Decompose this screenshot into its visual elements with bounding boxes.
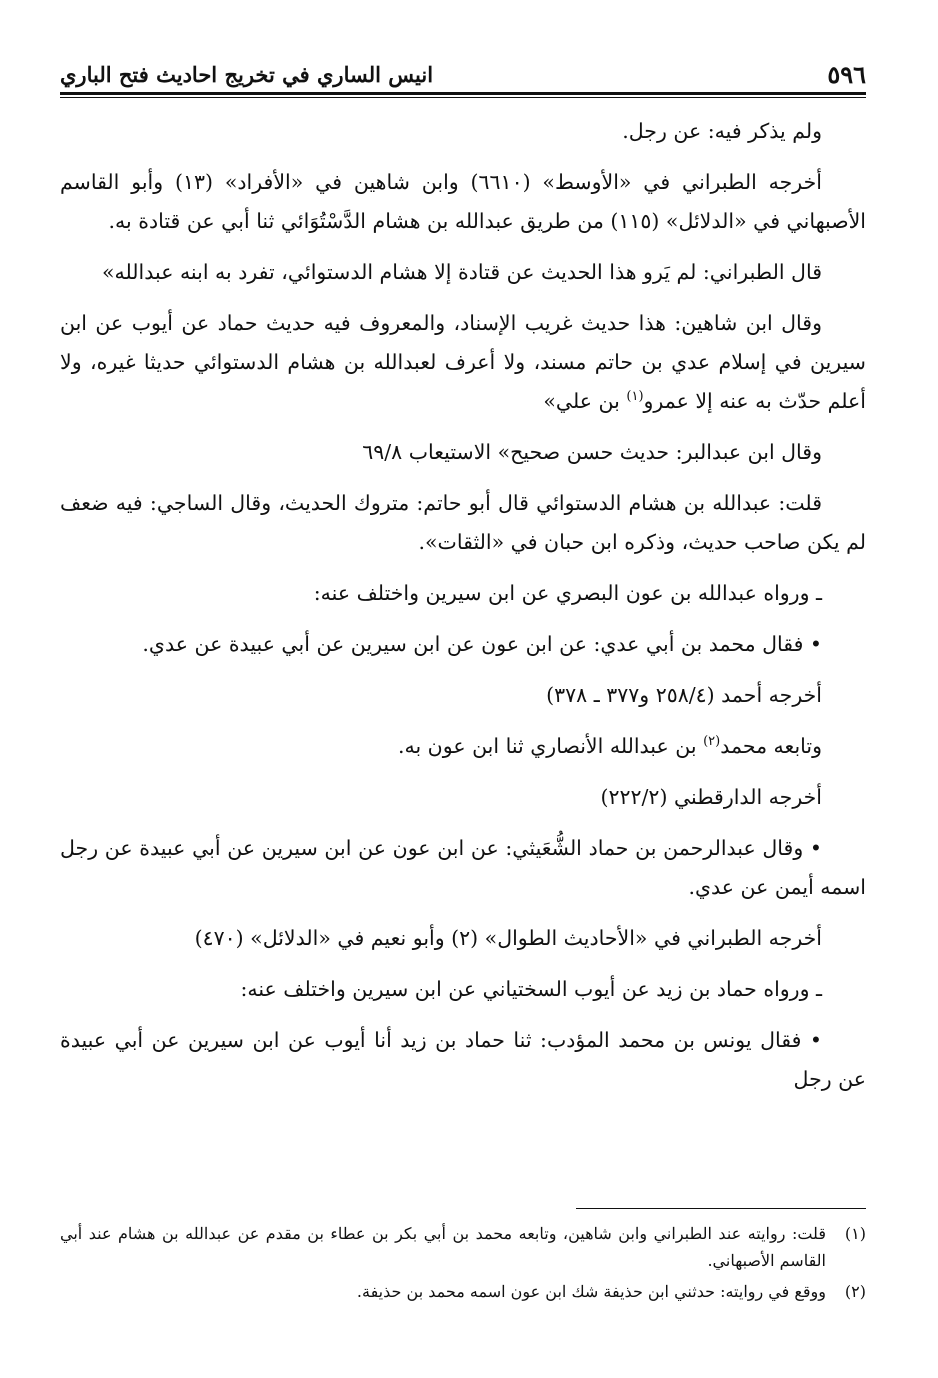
- footnote-separator: [576, 1208, 866, 1209]
- bullet-paragraph: • فقال يونس بن محمد المؤدب: ثنا حماد بن زيد أنا أيوب عن ابن سيرين عن أبي عبيدة عن رجل: [60, 1028, 866, 1091]
- running-title: انيس الساري في تخريج احاديث فتح الباري: [60, 61, 434, 87]
- page-header: [60, 58, 866, 90]
- body-text: [60, 112, 866, 1111]
- paragraph: ـ ورواه حماد بن زيد عن أيوب السختياني عن ابن سيرين واختلف عنه:: [240, 977, 822, 1001]
- paragraph: أخرجه أحمد (٢٥٨/٤ و٣٧٧ ـ ٣٧٨): [546, 683, 822, 707]
- footnote-number: (١): [844, 1224, 866, 1243]
- paragraph: قلت: عبدالله بن هشام الدستوائي قال أبو حاتم: متروك الحديث، وقال الساجي: فيه ضعف لم يكن صاحب حديث، وذكره ابن حبان في «الثقات».: [60, 491, 866, 554]
- bullet-paragraph: • وقال عبدالرحمن بن حماد الشُّعَيثي: عن ابن عون عن ابن سيرين عن أبي عبيدة عن رجل اسمه أيمن عن عدي.: [60, 836, 866, 899]
- paragraph: وقال ابن عبدالبر: حديث حسن صحيح» الاستيعاب ٦٩/٨: [362, 440, 822, 464]
- footnote-text: ووقع في روايته: حدثني ابن حذيفة شك ابن عون اسمه محمد بن حذيفة.: [356, 1282, 826, 1301]
- paragraph: [60, 304, 866, 421]
- bullet-paragraph: • فقال محمد بن أبي عدي: عن ابن عون عن ابن سيرين عن أبي عبيدة عن عدي.: [142, 632, 822, 656]
- footnote: [60, 1220, 866, 1274]
- paragraph: أخرجه الطبراني في «الأوسط» (٦٦١٠) وابن شاهين في «الأفراد» (١٣) وأبو القاسم الأصبهاني في «الدلائل» (١١٥) من طريق عبدالله بن هشام الدَّسْتُوَائي ثنا أبي عن قتادة به.: [60, 170, 866, 233]
- paragraph-text: بن عبدالله الأنصاري ثنا ابن عون به.: [397, 734, 704, 758]
- paragraph: قال الطبراني: لم يَرو هذا الحديث عن قتادة إلا هشام الدستوائي، تفرد به ابنه عبدالله»: [101, 260, 822, 284]
- header-rule: [60, 92, 866, 98]
- paragraph-text: بن علي»: [543, 389, 627, 413]
- paragraph: أخرجه الدارقطني (٢٢٢/٢): [600, 785, 822, 809]
- footnotes: [60, 1220, 866, 1309]
- page-number: ٥٩٦: [827, 59, 866, 89]
- paragraph: ـ ورواه عبدالله بن عون البصري عن ابن سيرين واختلف عنه:: [313, 581, 822, 605]
- footnote-text: قلت: روايته عند الطبراني وابن شاهين، وتابعه محمد بن أبي بكر بن عطاء بن مقدم عن عبدالله بن هشام عند أبي القاسم الأصبهاني.: [60, 1224, 826, 1270]
- paragraph-text: وتابعه محمد: [720, 734, 822, 758]
- paragraph-text: وقال ابن شاهين: هذا حديث غريب الإسناد، والمعروف فيه حديث حماد عن أيوب عن ابن سيرين في إسلام عدي بن حاتم مسند، ولا أعرف لعبدالله بن هشام الدستوائي حديثا غيره، ولا أعلم حدّث به عنه إلا عمرو: [60, 311, 866, 413]
- footnote-reference[interactable]: (١): [626, 389, 644, 405]
- paragraph: [60, 727, 866, 766]
- paragraph: ولم يذكر فيه: عن رجل.: [622, 119, 822, 143]
- paragraph: أخرجه الطبراني في «الأحاديث الطوال» (٢) وأبو نعيم في «الدلائل» (٤٧٠): [194, 926, 822, 950]
- footnote-number: (٢): [844, 1282, 866, 1301]
- footnote-reference[interactable]: (٢): [703, 734, 721, 750]
- footnote: [60, 1278, 866, 1305]
